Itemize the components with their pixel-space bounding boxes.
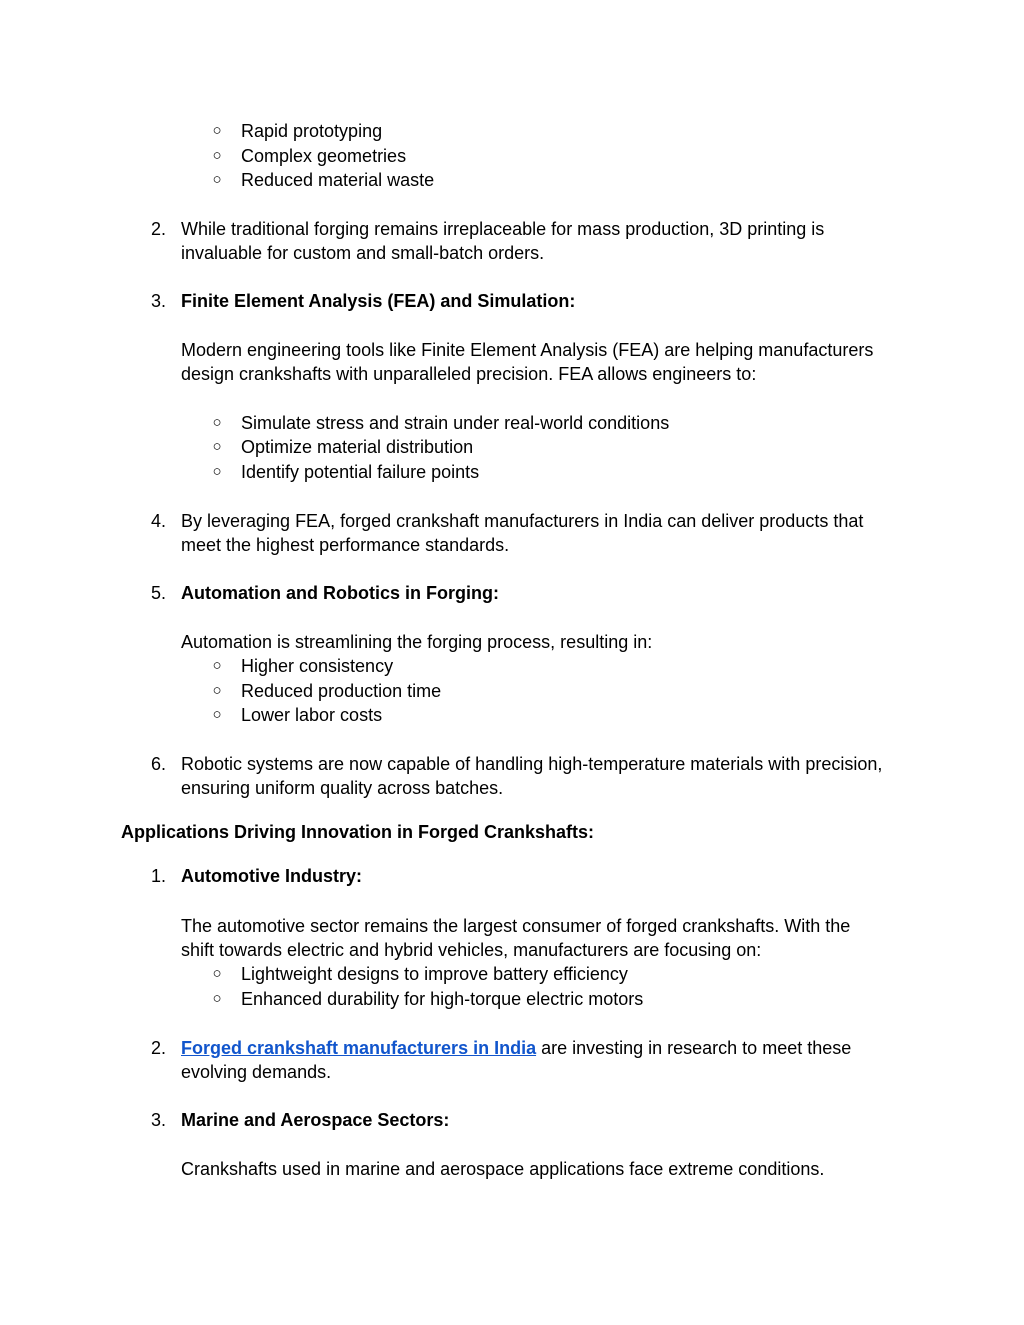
list-number: 3. (151, 291, 167, 311)
bullet-icon: ○ (212, 990, 222, 1007)
bullet-text: Optimize material distribution (241, 437, 474, 457)
bullet-icon: ○ (212, 438, 222, 455)
bullet-icon: ○ (212, 414, 222, 431)
bullet-text: Lightweight designs to improve battery efficiency (241, 964, 628, 984)
bullet-icon: ○ (212, 122, 222, 139)
bullet-icon: ○ (212, 171, 222, 188)
bullet-icon: ○ (212, 682, 222, 699)
paragraph-line: evolving demands. (181, 1062, 332, 1082)
section-subheading: Automotive Industry: (181, 866, 363, 886)
paragraph-line: Automation is streamlining the forging process, resulting in: (181, 632, 653, 652)
section-subheading: Automation and Robotics in Forging: (181, 583, 499, 603)
paragraph-line: The automotive sector remains the largest consumer of forged crankshafts. With the (181, 916, 851, 936)
paragraph-line: Modern engineering tools like Finite Element Analysis (FEA) are helping manufacturers (181, 340, 874, 360)
list-number: 2. (151, 219, 167, 239)
paragraph-text: are investing in research to meet these (536, 1038, 852, 1058)
bullet-text: Complex geometries (241, 146, 407, 166)
bullet-icon: ○ (212, 706, 222, 723)
bullet-text: Reduced production time (241, 681, 442, 701)
bullet-text: Lower labor costs (241, 705, 383, 725)
paragraph-line: invaluable for custom and small-batch orders. (181, 243, 545, 263)
paragraph-line: By leveraging FEA, forged crankshaft manufacturers in India can deliver products that (181, 511, 864, 531)
paragraph-line: shift towards electric and hybrid vehicles, manufacturers are focusing on: (181, 940, 762, 960)
list-number: 6. (151, 754, 167, 774)
manufacturers-link[interactable]: Forged crankshaft manufacturers in India (181, 1038, 537, 1058)
bullet-text: Simulate stress and strain under real-world conditions (241, 413, 670, 433)
bullet-icon: ○ (212, 657, 222, 674)
paragraph-line: meet the highest performance standards. (181, 535, 510, 555)
paragraph-line: ensuring uniform quality across batches. (181, 778, 504, 798)
bullet-text: Higher consistency (241, 656, 394, 676)
list-number: 5. (151, 583, 167, 603)
list-number: 4. (151, 511, 167, 531)
paragraph-line: Robotic systems are now capable of handling high-temperature materials with precision, (181, 754, 883, 774)
list-number: 1. (151, 866, 167, 886)
bullet-text: Enhanced durability for high-torque electric motors (241, 989, 644, 1009)
bullet-text: Identify potential failure points (241, 462, 480, 482)
section-subheading: Finite Element Analysis (FEA) and Simulation: (181, 291, 576, 311)
bullet-icon: ○ (212, 147, 222, 164)
paragraph-line: While traditional forging remains irreplaceable for mass production, 3D printing is (181, 219, 825, 239)
paragraph-line: Crankshafts used in marine and aerospace applications face extreme conditions. (181, 1159, 825, 1179)
paragraph-line (181, 1036, 851, 1060)
list-number: 2. (151, 1038, 167, 1058)
bullet-text: Reduced material waste (241, 170, 435, 190)
bullet-icon: ○ (212, 965, 222, 982)
paragraph-line: design crankshafts with unparalleled precision. FEA allows engineers to: (181, 364, 757, 384)
section-subheading: Marine and Aerospace Sectors: (181, 1110, 450, 1130)
bullet-text: Rapid prototyping (241, 121, 383, 141)
list-number: 3. (151, 1110, 167, 1130)
bullet-icon: ○ (212, 463, 222, 480)
section-heading: Applications Driving Innovation in Forged Crankshafts: (121, 822, 595, 842)
